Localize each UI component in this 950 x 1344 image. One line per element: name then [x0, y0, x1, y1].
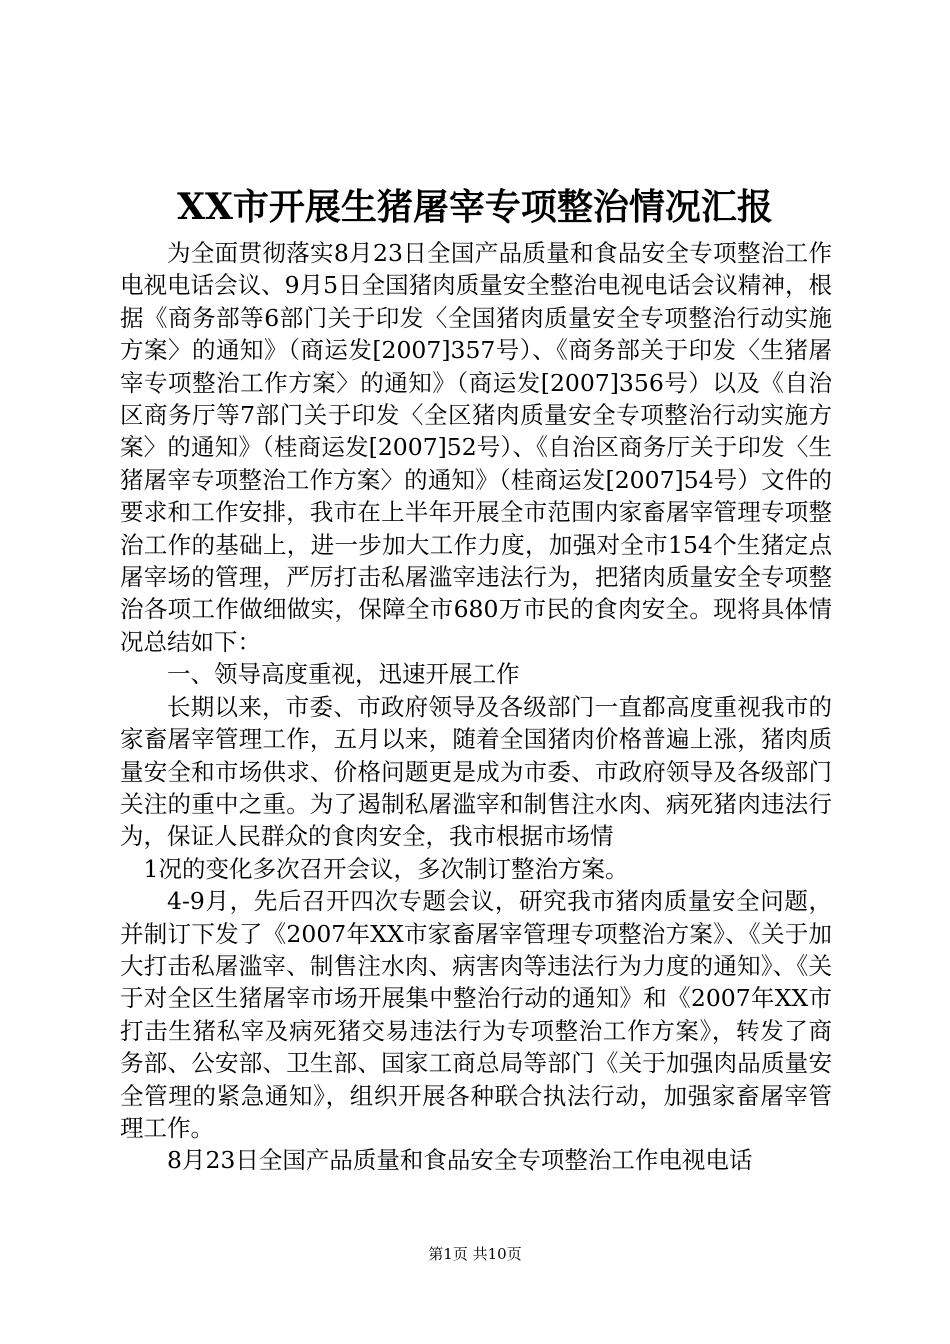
- paragraph-august: 8月23日全国产品质量和食品安全专项整治工作电视电话: [167, 1146, 753, 1175]
- paragraph-intro: 为全面贯彻落实8月23日全国产品质量和食品安全专项整治工作电视电话会议、9月5日全国猪肉质量安全整治电视电话会议精神，根据《商务部等6部门关于印发〈全国猪肉质量安全专项整治行动实施方案〉的通知》（商运发[2007]357号）、《商务部关于印发〈生猪屠宰专项整治工作方案〉的通知》（商运发[2007]356号）以及《自治区商务厅等7部门关于印发〈全区猪肉质量安全专项整治行动实施方案〉的通知》（桂商运发[2007]52号）、《自治区商务厅关于印发〈生猪屠宰专项整治工作方案〉的通知》（桂商运发[2007]54号）文件的要求和工作安排，我市在上半年开展全市范围内家畜屠宰管理专项整治工作的基础上，进一步加大工作力度，加强对全市154个生猪定点屠宰场的管理，严厉打击私屠滥宰违法行为，把猪肉质量安全专项整治各项工作做细做实，保障全市680万市民的食肉安全。现将具体情况总结如下：: [120, 239, 832, 656]
- section-heading: 一、领导高度重视，迅速开展工作: [167, 660, 520, 689]
- document-body: [120, 237, 832, 1177]
- page-footer: 第1页 共10页: [428, 1245, 522, 1263]
- paragraph-continuation: 1况的变化多次召开会议，多次制订整治方案。: [143, 854, 629, 883]
- document-title: XX市开展生猪屠宰专项整治情况汇报: [177, 186, 773, 228]
- paragraph-background: 长期以来，市委、市政府领导及各级部门一直都高度重视我市的家畜屠宰管理工作，五月以来，随着全国猪肉价格普遍上涨，猪肉质量安全和市场供求、价格问题更是成为市委、市政府领导及各级部门关注的重中之重。为了遏制私屠滥宰和制售注水肉、病死猪肉违法行为，保证人民群众的食肉安全，我市根据市场情: [120, 692, 832, 851]
- paragraph-meetings: 4-9月，先后召开四次专题会议，研究我市猪肉质量安全问题，并制订下发了《2007年XX市家畜屠宰管理专项整治方案》、《关于加大打击私屠滥宰、制售注水肉、病害肉等违法行为力度的通知》、《关于对全区生猪屠宰市场开展集中整治行动的通知》和《2007年XX市打击生猪私宰及病死猪交易违法行为专项整治工作方案》，转发了商务部、公安部、卫生部、国家工商总局等部门《关于加强肉品质量安全管理的紧急通知》，组织开展各种联合执法行动，加强家畜屠宰管理工作。: [120, 887, 832, 1142]
